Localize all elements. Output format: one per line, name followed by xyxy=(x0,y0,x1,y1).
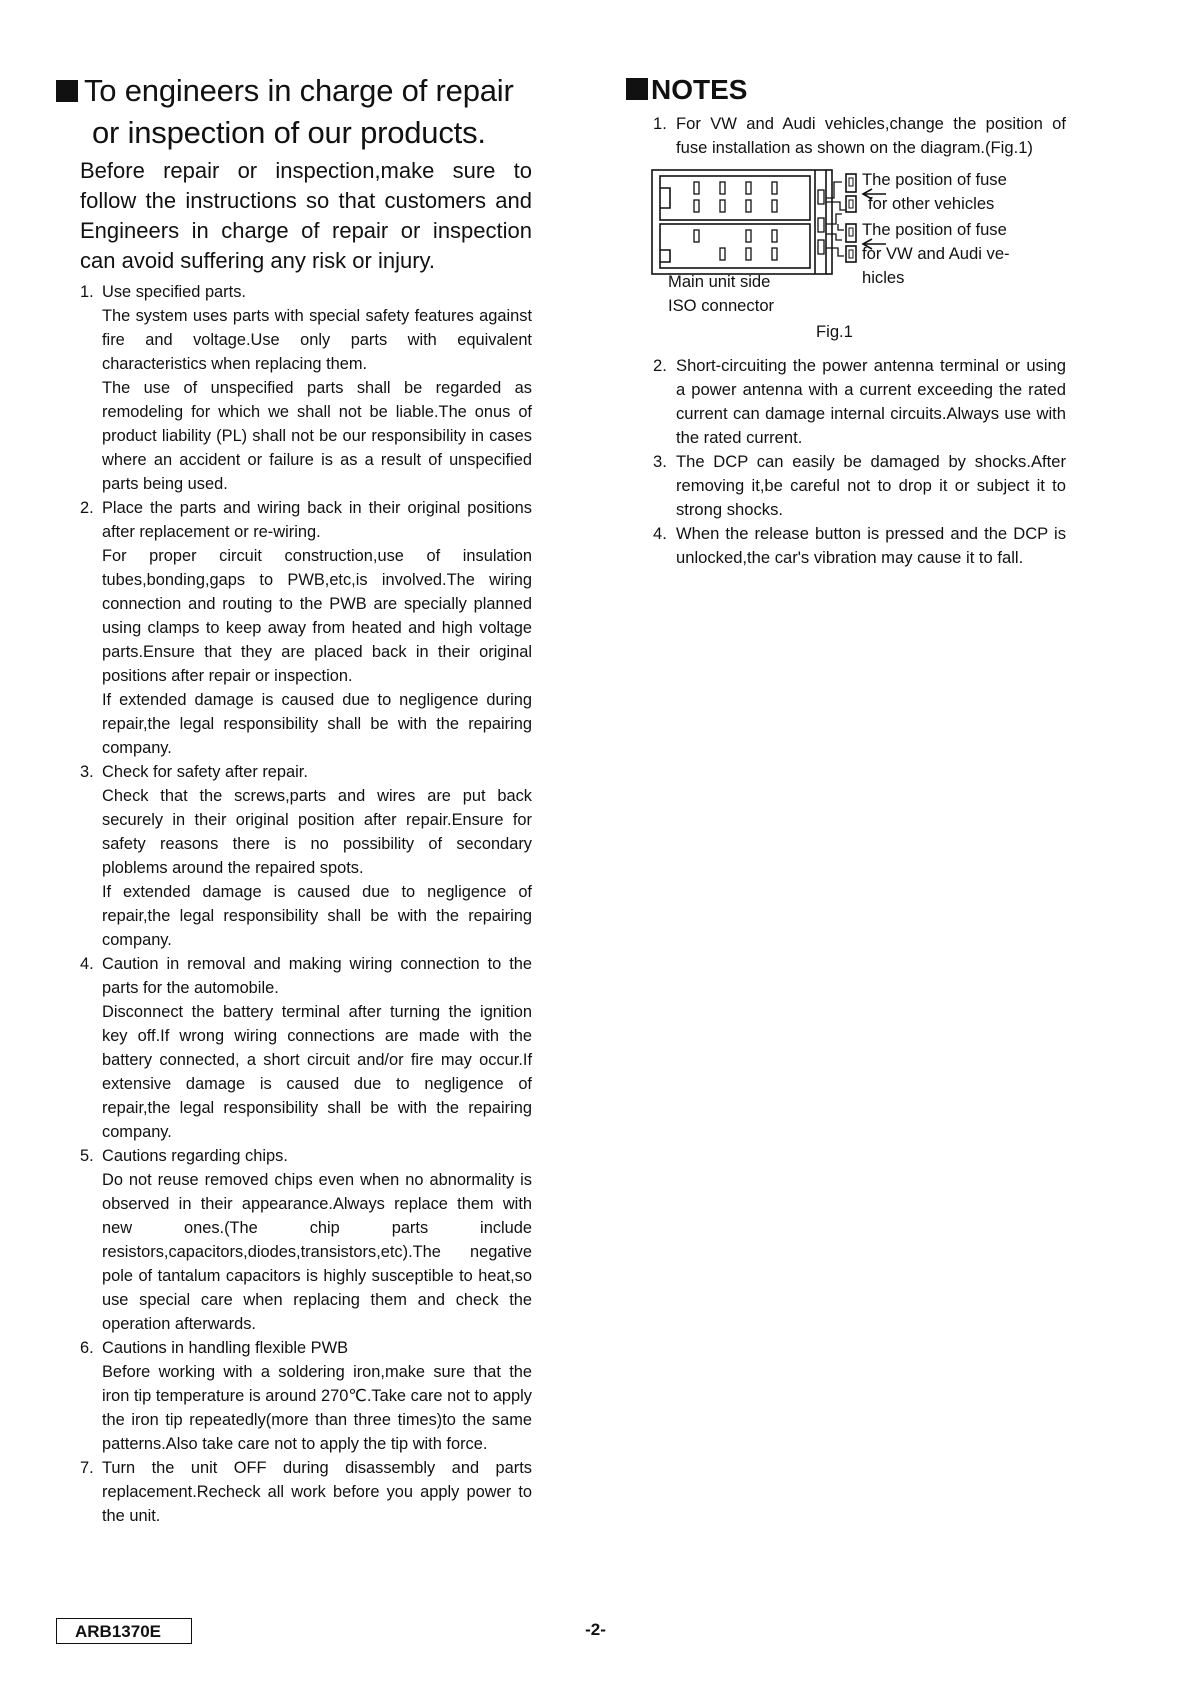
notes-heading xyxy=(626,70,1066,110)
instruction-item xyxy=(56,1144,532,1336)
item-paragraph: Before working with a soldering iron,make sure that the iron tip temperature is around 270℃.Take care not to apply the iron tip repeatedly(more than three times)to the same patterns.Also take care not to apply the tip with force. xyxy=(102,1363,532,1453)
label-vw-audi: hicles xyxy=(862,268,905,287)
label-main-unit: ISO connector xyxy=(668,296,775,315)
note-number: 4. xyxy=(653,524,667,543)
right-column xyxy=(626,70,1066,570)
connector-pins-upper xyxy=(694,182,777,212)
heading-line-2: or inspection of our products. xyxy=(92,115,486,150)
item-paragraph: Disconnect the battery terminal after turning the ignition key off.If wrong wiring connections are made with the battery connected, a short circuit and/or fire may occur.If extensive damage is caused due to negligence of repair,the legal responsibility shall be with the repairing company. xyxy=(102,1003,532,1141)
note-text: The DCP can easily be damaged by shocks.After removing it,be careful not to drop it or subject it to strong shocks. xyxy=(676,452,1066,519)
label-other-vehicles: The position of fuse xyxy=(862,170,1007,189)
item-title: Cautions in handling flexible PWB xyxy=(102,1339,348,1357)
item-title: Caution in removal and making wiring connection to the parts for the automobile. xyxy=(102,955,532,997)
intro-paragraph: Before repair or inspection,make sure to follow the instructions so that customers and Engineers in charge of repair or inspection can avoid suffering any risk or injury. xyxy=(80,158,532,273)
item-number: 7. xyxy=(80,1459,94,1477)
figure-caption: Fig.1 xyxy=(816,322,853,341)
item-paragraph: Check that the screws,parts and wires are put back securely in their original position after repair.Ensure for safety reasons there is no possibility of secondary ploblems around the repaired spots. xyxy=(102,787,532,877)
item-title: Use specified parts. xyxy=(102,283,246,301)
bullet-square-icon xyxy=(56,80,78,102)
item-paragraph: If extended damage is caused due to negligence of repair,the legal responsibility shall be with the repairing company. xyxy=(102,883,532,949)
instruction-item xyxy=(56,1336,532,1456)
item-paragraph: For proper circuit construction,use of insulation tubes,bonding,gaps to PWB,etc,is involved.The wiring connection and routing to the PWB are specially planned using clamps to keep away from heated and high voltage parts.Ensure that they are placed back in their original positions after repair or inspection. xyxy=(102,547,532,685)
fuse-icon xyxy=(846,196,856,212)
item-title: Place the parts and wiring back in their original positions after replacement or re-wiring. xyxy=(102,499,532,541)
section-heading-engineers xyxy=(56,70,532,154)
item-number: 5. xyxy=(80,1147,94,1165)
label-main-unit: Main unit side xyxy=(668,272,771,291)
notes-heading-text: NOTES xyxy=(651,74,748,105)
note-text: For VW and Audi vehicles,change the position of fuse installation as shown on the diagram.(Fig.1) xyxy=(676,114,1066,157)
connector-housing xyxy=(652,170,832,274)
page-number: -2- xyxy=(585,1620,606,1639)
item-paragraph: If extended damage is caused due to negligence during repair,the legal responsibility shall be with the repairing company. xyxy=(102,691,532,757)
item-number: 1. xyxy=(80,283,94,301)
notes-list-continued xyxy=(626,354,1066,570)
instruction-item xyxy=(56,760,532,952)
label-vw-audi: for VW and Audi ve- xyxy=(862,244,1010,263)
connector-pins-lower xyxy=(694,230,777,260)
item-paragraph: The use of unspecified parts shall be regarded as remodeling for which we shall not be liable.The onus of product liability (PL) shall not be our responsibility in cases where an accident or failure is as a result of unspecified parts being used. xyxy=(102,379,532,493)
note-number: 3. xyxy=(653,452,667,471)
item-title: Cautions regarding chips. xyxy=(102,1147,288,1165)
note-item xyxy=(626,522,1066,570)
instruction-list xyxy=(56,280,532,1528)
label-vw-audi: The position of fuse xyxy=(862,220,1007,239)
note-number: 1. xyxy=(653,114,667,133)
instruction-item xyxy=(56,952,532,1144)
note-text: When the release button is pressed and the DCP is unlocked,the car's vibration may cause it to fall. xyxy=(676,524,1066,567)
instruction-item xyxy=(56,280,532,496)
item-paragraph: Do not reuse removed chips even when no abnormality is observed in their appearance.Always replace them with new ones.(The chip parts include resistors,capacitors,diodes,transistors,etc).The negative pole of tantalum capacitors is highly susceptible to heat,so use special care when replacing them and check the operation afterwards. xyxy=(102,1171,532,1333)
heading-line-1: To engineers in charge of repair xyxy=(84,73,514,108)
instruction-item xyxy=(56,1456,532,1528)
connector-block-upper xyxy=(660,176,810,220)
note-item xyxy=(626,112,1066,160)
item-number: 4. xyxy=(80,955,94,973)
item-number: 3. xyxy=(80,763,94,781)
item-number: 2. xyxy=(80,499,94,517)
left-column xyxy=(56,70,532,1528)
fuse-icon xyxy=(846,246,856,262)
label-other-vehicles: for other vehicles xyxy=(868,194,995,213)
item-number: 6. xyxy=(80,1339,94,1357)
document-code: ARB1370E xyxy=(56,1618,192,1644)
notes-list xyxy=(626,112,1066,160)
connector-block-lower xyxy=(660,224,810,268)
instruction-item xyxy=(56,496,532,760)
item-paragraph: The system uses parts with special safety features against fire and voltage.Use only parts with equivalent characteristics when replacing them. xyxy=(102,307,532,373)
note-text: Short-circuiting the power antenna terminal or using a power antenna with a current exceeding the rated current can damage internal circuits.Always use with the rated current. xyxy=(676,356,1066,447)
item-paragraph: Turn the unit OFF during disassembly and parts replacement.Recheck all work before you apply power to the unit. xyxy=(102,1459,532,1525)
bullet-square-icon xyxy=(626,78,648,100)
fuse-diagram-figure xyxy=(650,168,1080,348)
fuse-icon xyxy=(846,174,856,192)
note-item xyxy=(626,354,1066,450)
note-number: 2. xyxy=(653,356,667,375)
item-title: Check for safety after repair. xyxy=(102,763,308,781)
fuse-icon xyxy=(846,224,856,242)
note-item xyxy=(626,450,1066,522)
